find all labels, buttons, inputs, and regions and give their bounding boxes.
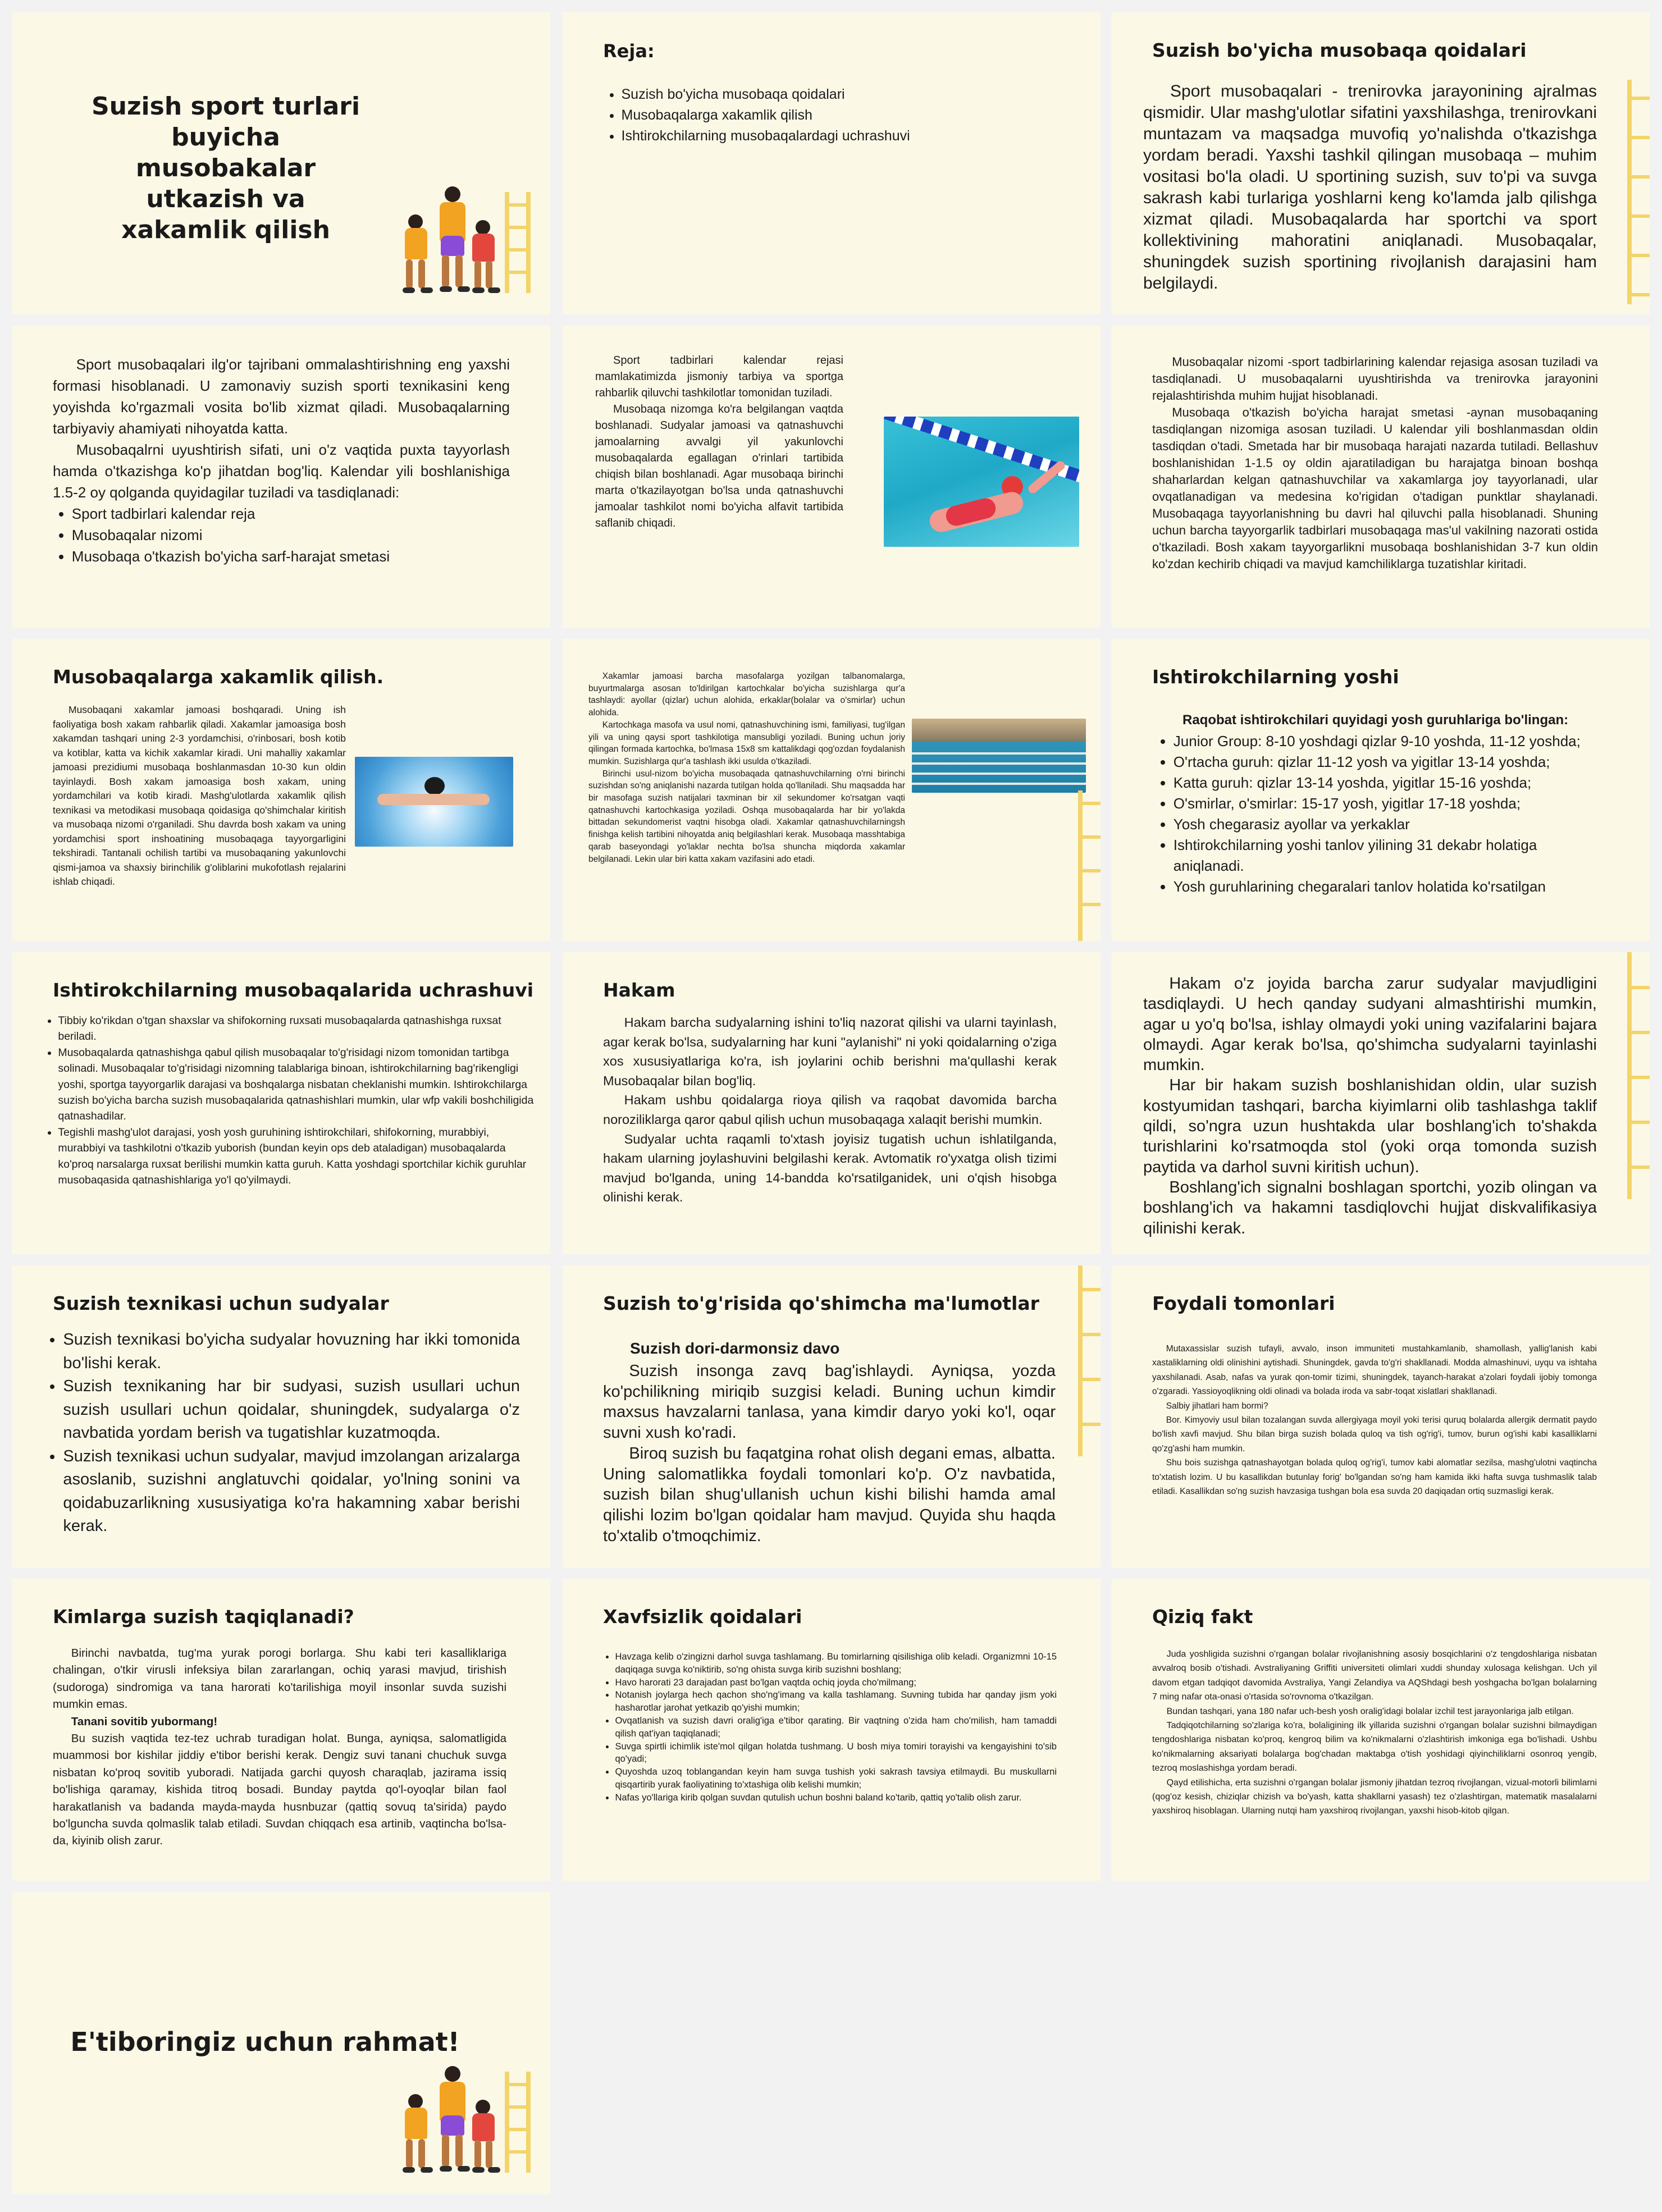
technique-item: • Suzish texnikasi uchun sudyalar, mavjud imzolangan arizalarga asoslanib, suzishni anglatuvchi qoidalar, yo'lning sonini va qoidabuzarlikning xususiyatiga ko'ra hakamning xabar berishi kerak. <box>63 1445 520 1538</box>
ladder-decoration <box>505 192 533 293</box>
meeting-list <box>44 1013 536 1188</box>
age-item: • O'rtacha guruh: qizlar 11-12 yosh va yigitlar 13-14 yoshda; <box>1174 752 1609 773</box>
slide-draw[interactable] <box>563 639 1101 941</box>
meeting-item: • Tibbiy ko'rikdan o'tgan shaxslar va shifokorning ruxsati musobaqalarda qatnashishga ruxsat beriladi. <box>58 1013 536 1045</box>
ladder-decoration <box>1615 952 1650 1199</box>
fact-body <box>1152 1647 1597 1818</box>
meeting-item: • Musobaqalarda qatnashishga qabul qilish musobaqalar to'g'risidagi nizom tomonidan tartibga solinadi. Musobaqalar to'g'risidagi nizomning talablariga binoan, ishtirokchilarning bag'rikengligi yoshi, sportga tayyorgarlik darajasi va boshqalarga nisbatan cheklanishi mumkin. Ishtirokchilarga suzish bo'yicha barcha suzish musobaqalarida qatnashishlari mumkin, ular wfp vakili boshchiligida qatnashadilar. <box>58 1045 536 1125</box>
safety-list <box>603 1651 1057 1804</box>
age-title: Ishtirokchilarning yoshi <box>1152 666 1399 688</box>
contra-title: Kimlarga suzish taqiqlanadi? <box>53 1606 354 1628</box>
fact-title: Qiziq fakt <box>1152 1606 1253 1628</box>
slide-age-groups[interactable] <box>1112 639 1650 941</box>
contra-paragraph: Birinchi navbatda, tug'ma yurak porogi borlarga. Shu kabi teri kasalliklariga chalingan, o'tkir virusli infeksiya bilan zararlangan, ochiq yarasi mavjud, tirishish (sudoroga) sindromiga va tana harorati ko'tarilishiga moyil insonlar suvda suzishi mumkin emas. <box>53 1647 506 1711</box>
athletes-illustration <box>391 170 537 304</box>
document-item: • Musobaqalar nizomi <box>72 524 510 546</box>
slide-plan[interactable] <box>563 12 1101 314</box>
benefits-body <box>1152 1342 1597 1498</box>
duties-paragraph: Boshlang'ich signalni boshlagan sportchi, yozib olingan va boshlang'ich va hakamni tasdiqlovchi hujjat diskvalifikasiya qilinishi kerak. <box>1143 1178 1597 1237</box>
experience-paragraph: Musobaqalrni uyushtirish sifati, uni o'z vaqtida puxta tayyorlash hamda o'tkazishga ko'p jihatdan bog'liq. Kalendar yili boshlanishiga 1.5-2 oy qolganda quyidagilar tuziladi va tasdiqlanadi: <box>53 441 510 501</box>
safety-item: • Havo harorati 23 darajadan past bo'lgan vaqtda ochiq joyda cho'milmang; <box>615 1676 1057 1689</box>
additional-body <box>603 1361 1056 1546</box>
meeting-item: • Tegishli mashg'ulot darajasi, yosh yosh guruhining ishtirokchilari, shifokorning, murabbiyi, murabbiyi va tashkilotni o'tkazib yuborish (bundan keyin ops deb ataladigan) musobaqalarda ko'proq narsalarga ruxsat berilishi mumkin katta guruh. Katta yoshdagi sportchilar kichik guruhlar musobaqasida qatnashishlariga yo'l qo'yilmaydi. <box>58 1125 536 1189</box>
plan-item: • Ishtirokchilarning musobaqalardagi uchrashuvi <box>622 126 1053 147</box>
slide-benefits[interactable] <box>1112 1265 1650 1567</box>
technique-item: • Suzish texnikaning har bir sudyasi, suzish usullari uchun suzish usullari uchun qoidalar, shuningdek, sudyalarga o'z navbatida yordam berish va tugatishlar kuzatmoqda. <box>63 1375 520 1445</box>
referee-body <box>603 1013 1057 1207</box>
duties-body <box>1143 974 1597 1238</box>
slide-experience[interactable] <box>12 326 550 628</box>
referee-paragraph: Hakam barcha sudyalarning ishini to'liq nazorat qilishi va ularni tayinlash, agar kerak bo'lsa, sudyalarning har kuni "aylanishi" ni yoki qoidalarning o'ziga xos xususiyatlariga ko'ra, ish joylarini ochib berishni ma'qullashi kerak Musobaqalar bilan bog'liq. <box>603 1015 1057 1088</box>
ladder-decoration <box>1615 80 1650 304</box>
age-item: • Ishtirokchilarning yoshi tanlov yilining 31 dekabr holatiga aniqlanadi. <box>1174 835 1609 876</box>
calendar-body <box>595 353 843 532</box>
age-item: • Junior Group: 8-10 yoshdagi qizlar 9-10 yoshda, 11-12 yoshda; <box>1174 731 1609 752</box>
experience-body <box>53 354 510 567</box>
contra-subheading: Tanani sovitib yubormang! <box>71 1715 218 1728</box>
additional-paragraph: Biroq suzish bu faqatgina rohat olish degani emas, albatta. Uning salomatlikka foydali tomonlari ko'p. O'z navbatida, suzish bilan shug'ullanish uchun kishi bilishi hamda amal qilishi lozim bo'lgan qoidalar ham mavjud. Quyida shu haqda to'xtalib o'tmoqchimiz. <box>603 1444 1056 1545</box>
technique-list <box>37 1328 520 1538</box>
age-item: • Katta guruh: qizlar 13-14 yoshda, yigitlar 15-16 yoshda; <box>1174 773 1609 793</box>
draw-paragraph: Xakamlar jamoasi barcha masofalarga yozilgan talbanomalarga, buyurtmalarga asosan to'ldirilgan kartochkalar bo'yicha suzishlarga qur'a tashlaydi: ayollar (qizlar) uchun alohida, erkaklar(bolalar va o'smirlar) uchun alohida. <box>588 671 905 718</box>
plan-title: Reja: <box>603 40 655 62</box>
slide-calendar[interactable] <box>563 326 1101 628</box>
experience-paragraph: Sport musobaqalari ilg'or tajribani ommalashtirishning eng yaxshi formasi hisoblanadi. U zamonaviy suzish sporti texnikasini keng yoyishda ko'rgazmali vosita bo'lib xizmat qiladi. Musobaqalarning tarbiyaviy ahamiyati nihoyatda katta. <box>53 356 510 437</box>
calendar-paragraph: Musobaqa nizomga ko'ra belgilangan vaqtda boshlanadi. Sudyalar jamoasi va qatnashuvchi jamoalarning avvalgi yil yakunlovchi musobaqalarda egallagan o'rinlari tartibida chiqish bilan boshlanadi. Agar musobaqa birinchi marta o'tkazilayotgan bo'lsa unda qatnashuvchi jamoalar tashkilot nomi bo'yicha alfavit tartibida saflanib chiqadi. <box>595 403 843 529</box>
backstroke-swimmer-photo <box>884 417 1079 547</box>
additional-paragraph: Suzish insonga zavq bag'ishlaydi. Ayniqsa, yozda ko'pchilikning miriqib suzgisi keladi. Buning uchun kimdir maxsus havzalarni tanlasa, yana kimdir daryo yoki ko'l, oqar suvni xush ko'radi. <box>603 1362 1056 1442</box>
age-item: • Yosh chegarasiz ayollar va yerkaklar <box>1174 814 1609 835</box>
calendar-paragraph: Sport tadbirlari kalendar rejasi mamlakatimizda jismoniy tarbiya va sportga rahbarlik qiluvchi tashkilotlar tomonidan tuziladi. <box>595 354 843 399</box>
indoor-pool-photo <box>912 719 1086 793</box>
plan-list <box>603 84 1052 147</box>
referee-paragraph: Hakam ushbu qoidalarga rioya qilish va raqobat davomida barcha noroziliklarga qaror qabul qilish uchun musobaqaga xalaqit berishi mumkin. <box>603 1093 1057 1127</box>
benefits-paragraph: Mutaxassislar suzish tufayli, avvalo, inson immuniteti mustahkamlanib, shamollash, yallig'lanish kabi xastaliklarning oldi olinishini aytishadi. Shuningdek, gavda to'g'ri shakllanadi. Modda almashinuvi, uyqu va ishtaha yaxshilanadi. Asab, nafas va yurak qon-tomir tizimi, shuningdek, tayanch-harakat a'zolari foydali ijobiy tomonga o'zgaradi. Yassioyoqlikning oldi olinadi va bolada iroda va sabr-toqat xislatlari shakllanadi. <box>1152 1344 1597 1397</box>
age-item: • O'smirlar, o'smirlar: 15-17 yosh, yigitlar 17-18 yoshda; <box>1174 793 1609 814</box>
duties-paragraph: Hakam o'z joyida barcha zarur sudyalar mavjudligini tasdiqlaydi. U hech qanday sudyani almashtirishi mumkin, agar u yo'q bo'lsa, ishlay olmaydi yoki uning vazifalarini bajara olmaydi. Agar kerak bo'lsa, qo'shimcha sudyalarni tayinlashi mumkin. <box>1143 975 1597 1075</box>
technique-item: • Suzish texnikasi bo'yicha sudyalar hovuzning har ikki tomonida bo'lishi kerak. <box>63 1328 520 1375</box>
rules-title: Suzish bo'yicha musobaqa qoidalari <box>1152 39 1527 61</box>
slide-regulations[interactable] <box>1112 326 1650 628</box>
slide-competition-rules[interactable] <box>1112 12 1650 314</box>
document-item: • Musobaqa o'tkazish bo'yicha sarf-harajat smetasi <box>72 546 510 567</box>
slide-title[interactable] <box>12 12 550 314</box>
benefits-paragraph: Bor. Kimyoviy usul bilan tozalangan suvda allergiyaga moyil yoki terisi quruq bolalarda allergik dermatit paydo bo'lish xavfi mavjud. Shu bilan birga suzish bolada quloq va tish og'rig'i, tumov, burun og'ishi kabi kasalliklarni qo'zg'ashi ham mumkin. <box>1152 1415 1597 1454</box>
additional-subtitle: Suzish dori-darmonsiz davo <box>630 1340 840 1357</box>
fact-paragraph: Tadqiqotchilarning so'zlariga ko'ra, bolaligining ilk yillarida suzishni o'rgangan bolalar suzishni bilmaydigan tengdoshlariga nisbatan ko'proq, kengroq bilim va ko'nikmalarni o'zlashtirish imkoniga ega bo'lishadi. Ushbu ko'nikmalarning aksariyati bolalarga bog'chadan maktabga o'tish yoshidagi qiyinchiliklarni osonroq yengib, tezroq moslashishga yordam beradi. <box>1152 1721 1597 1774</box>
safety-item: • Nafas yo'llariga kirib qolgan suvdan qutulish uchun boshni baland ko'tarib, qattiq yo'talib olish zarur. <box>615 1791 1057 1804</box>
additional-title: Suzish to'g'risida qo'shimcha ma'lumotlar <box>603 1292 1039 1314</box>
plan-item: • Musobaqalarga xakamlik qilish <box>622 105 1053 126</box>
technique-title: Suzish texnikasi uchun sudyalar <box>53 1292 389 1314</box>
slide-thank-you[interactable] <box>12 1892 550 2194</box>
contra-body <box>53 1645 506 1850</box>
draw-paragraph: Birinchi usul-nizom bo'yicha musobaqada qatnashuvchilarning o'rni birinchi suzishdan so'ng aniqlanishi nazarda tutilgan holda qo'llaniladi. Shu maqsadda har bir masofaga suzish natijalari taxminan bir xil sekundomer ko'rsatgan vaqti qatnashuvchi kartochkasiga yoziladi. Oshqa musobaqalarda har bir yo'lakda bittadan sekundomerist vaqtni hisobga oladi. Xakamlar qatnashuvchilarningsh finishga kelish tartibini nihoyatda aniq belgilashlari kerak. Musobaqa masshtabiga qarab baseyondagi yo'laklar nechta bo'lsa shuncha miqdorda xakamlar belgilanadi. Lekin ular biri katta xakam vazifasini ado etadi. <box>588 769 905 864</box>
thank-you-title: E'tiboringiz uchun rahmat! <box>70 2027 460 2057</box>
age-list <box>1154 731 1609 897</box>
document-item: • Sport tadbirlari kalendar reja <box>72 503 510 524</box>
safety-item: • Suvga spirtli ichimlik iste'mol qilgan holatda tushmang. U bosh miya tomiri torayishi va kengayishini to'sib qo'yadi; <box>615 1740 1057 1766</box>
safety-item: • Quyoshda uzoq toblangandan keyin ham suvga tushish yoki sakrash tavsiya etilmaydi. Bu muskullarni qisqartirib yurak faoliyatining to'xtashiga olib kelishi mumkin; <box>615 1766 1057 1791</box>
benefits-paragraph: Shu bois suzishga qatnashayotgan bolada quloq og'rig'i, tumov kabi alomatlar sezilsa, mashg'ulotni vaqtincha to'xtatish lozim. U bu kasallikdan butunlay forig' bo'lgandan so'ng ham kamida ikki hafta suvga tushmaslik talab etiladi. Kasallikdan so'ng suzish havzasiga tushgan bola esa suvda 20 daqiqadan ortiq suzmasligi kerak. <box>1152 1458 1597 1497</box>
draw-body <box>588 670 905 865</box>
ladder-decoration <box>505 2072 533 2173</box>
meeting-title: Ishtirokchilarning musobaqalarida uchrashuvi <box>53 979 534 1001</box>
presentation-title: Suzish sport turlari buyicha musobakalar utkazish va xakamlik qilish <box>91 92 360 244</box>
refereeing-paragraph: Musobaqani xakamlar jamoasi boshqaradi. Uning ish faoliyatiga bosh xakam rahbarlik qiladi. Xakamlar jamoasiga bosh xakamdan tashqari uning 2-3 yordamchisi, o'rinbosari, bosh kotib va kotiblar, katta va kichik xakamlar kiradi. Uni mahalliy xakamlar jamoasi prezidiumi musobaqa boshlanmasdan 10-30 kun oldin tayinlaydi. Bosh xakam jamoasiga bosh xakam, uning yordamchilari va kotib kiradi. Mashg'ulotlarda xakamlik qilish texnikasi va metodikasi musobaqa qoidasiga qo'shimchalar kiritish va musobaqa nizomi o'rganiladi. Shu davrda bosh xakam va uning yordamchisi sport inshoatining musobaqaga tayyorgarligini tekshiradi. Tantanali ochilish tartibi va musobaqaning yakunlovchi qismi-jamoa va shaxsiy birinchilik g'oliblarini mukofotlash rejalarini ishlab chiqadi. <box>53 704 346 887</box>
slide-referee[interactable] <box>563 952 1101 1254</box>
age-item: • Yosh guruhlarining chegaralari tanlov holatida ko'rsatilgan <box>1174 876 1609 897</box>
athletes-illustration <box>391 2049 537 2184</box>
rules-paragraph: Sport musobaqalari - trenirovka jarayonining ajralmas qismidir. Ular mashg'ulotlar sifatini yaxshilashga, trenirovkani muntazam va maqsadga muvofiq yo'nalishda o'tkazishga yordam beradi. Yaxshi tashkil qilingan musobaqa – muhim vositasi bo'la oladi. U sportining suzish, suv to'pi va suvga sakrash kabi turlariga yoshlarni keng ko'lamda jalb qilishga xizmat qiladi. Musobaqalarda har sportchi va sport kollektivining mahoratini aniqlanadi. Musobaqalar, shuningdek suzish sportining rivojlanish darajasini ham belgilaydi. <box>1143 82 1597 293</box>
safety-item: • Ovqatlanish va suzish davri oralig'iga e'tibor qarating. Bir vaqtning o'zida ham cho'milish, ham tamaddi qilish qat'iyan taqiqlanadi; <box>615 1715 1057 1740</box>
fact-paragraph: Bundan tashqari, yana 180 nafar uch-besh yosh oralig'idagi bolalar izchil test jarayonlariga jalb etilgan. <box>1166 1706 1574 1716</box>
slide-participants-meeting[interactable] <box>12 952 550 1254</box>
slide-safety[interactable] <box>563 1579 1101 1881</box>
fact-paragraph: Qayd etilishicha, erta suzishni o'rgangan bolalar jismoniy jihatdan tezroq rivojlangan, vizual-motorli bilimlarni (qog'oz kesish, chiziqlar chizish va bo'yash, katta shakllarni yasash) tez o'zlashtirgan, matematik masalalarni yaxshiroq hisoblagan. Ularning nutqi ham yaxshiroq rivojlangan, yaxshi hisob-kitob qilgan. <box>1152 1777 1597 1816</box>
safety-item: • Notanish joylarga hech qachon sho'ng'imang va kalla tashlamang. Suvning tubida har qanday jism yoki hasharotlar jarohat yetkazib qo'yishi mumkin; <box>615 1689 1057 1715</box>
slide-referee-duties[interactable] <box>1112 952 1650 1254</box>
safety-title: Xavfsizlik qoidalari <box>603 1606 802 1628</box>
safety-item: • Havzaga kelib o'zingizni darhol suvga tashlamang. Bu tomirlarning qisilishiga olib keladi. Organizmni 10-15 daqiqaga suvga ko'niktirib, so'ng ohista suvga kirib suzishni boshlang; <box>615 1651 1057 1676</box>
plan-item: • Suzish bo'yicha musobaqa qoidalari <box>622 84 1053 105</box>
regulations-body <box>1152 354 1598 573</box>
regulations-paragraph: Musobaqa o'tkazish bo'yicha harajat smetasi -aynan musobaqaning tasdiqlangan nizomiga asosan tuziladi. U kalendar yili boshlanmasdan oldin tasdiqdan o'tadi. Smetada har bir musobaqa harajati nazarda tutiladi. Bellashuv boshlanishidan 1-1.5 oy oldin ajaratiladigan bu harajatga binoan boshqa shaharlardan kelgan qatnashuvchilar va xakamlarga joy tayyorlanadi, ular ovqatlanadigan va medesina ko'rigidan o'tadigan punktlar shaylanadi. Musobaqaga tayyorlanishning bu davri hal qiluvchi palla hisoblanadi. Shuning uchun barcha tayyorgarlik tadbirlari musobaqaga mas'ul vakilning nazorati ostida o'tkaziladi. Bosh xakam tayyorgarlikni musobaqa boshlanishidan 3-7 kun oldin ko'zdan kechirib chiqadi va mavjud kamchiliklarga tuzatishlar kiritadi. <box>1152 405 1598 571</box>
ladder-decoration <box>1066 1265 1101 1456</box>
fact-paragraph: Juda yoshligida suzishni o'rgangan bolalar rivojlanishning asosiy bosqichlarini o'z tengdoshlariga nisbatan avvalroq bosib o'tishadi. Avstraliyaning Griffiti universiteti olimlari xuddi shunday xulosaga kelishgan. Uch yil davom etgan tadqiqot davomida Avstraliya, Yangi Zelandiya va AQShdagi besh yoshgacha bo'lgan bolalarning 7 ming nafar ota-onasi o'rtasida so'rovnoma o'tkazilgan. <box>1152 1649 1597 1702</box>
contra-paragraph: Bu suzish vaqtida tez-tez uchrab turadigan holat. Bunga, ayniqsa, salomatligida muammosi bor kishilar jiddiy e'tibor berishi kerak. Dengiz suvi tanani chuchuk suvga nisbatan ko'proq sovitib yuboradi. Natijada garchi quyosh charaqlab, jazirama issiq bo'lishiga qaramay, kishida titroq bosadi. Bunday paytda qo'l-oyoqlar bilan faol harakatlanish va badanda mayda-mayda husnbuzar (qattiq sovuq ta'sirida) paydo bo'lguncha suvda qolmaslik talab etiladi. Suvdan chiqqach esa artinib, vaqtincha bo'lsa-da, kiyinib olish zarur. <box>53 1732 506 1848</box>
duties-paragraph: Har bir hakam suzish boshlanishidan oldin, ular suzish kostyumidan tashqari, barcha kiyimlarni olib tashlashga taklif qildi, so'ngra uzun hushtakda ular boshlang'ich to'shakda turishlarini ko'rsatmoqda stol (yoki orqa tomonda suzish paytida va darhol suvni kiritish uchun). <box>1143 1076 1597 1176</box>
slide-refereeing[interactable] <box>12 639 550 941</box>
butterfly-swimmer-photo <box>355 757 513 847</box>
slide-additional-info[interactable] <box>563 1265 1101 1567</box>
slide-technique-judges[interactable] <box>12 1265 550 1567</box>
ladder-decoration <box>1066 790 1101 941</box>
draw-paragraph: Kartochkaga masofa va usul nomi, qatnashuvchining ismi, familiyasi, tug'ilgan yili va uning qaysi sport tashkilotiga mansubligi yoziladi. Buning uchun joriy qilingan formada kartochka, bo'lmasa 15x8 sm kattalikdagi qog'ozdan foydalanish mumkin. Suzishlarga qur'a tashlash ikki usulda o'tkaziladi. <box>588 720 905 766</box>
benefits-paragraph: Salbiy jihatlari ham bormi? <box>1166 1401 1268 1411</box>
regulations-paragraph: Musobaqalar nizomi -sport tadbirlarining kalendar rejasiga asosan tuziladi va tasdiqlanadi. U musobaqalarni uyushtirishda va trenirovka jarayonini rejalashtirishda muhim hujjat hisoblanadi. <box>1152 355 1598 403</box>
rules-body <box>1143 81 1597 294</box>
slide-contraindications[interactable] <box>12 1579 550 1881</box>
referee-paragraph: Sudyalar uchta raqamli to'xtash joyisiz tugatish uchun ishlatilganda, hakam ularning joylashuvini belgilashi kerak. Avtomatik ro'yxatga olish tizimi mavjud bo'lganda, uning 14-bandda ko'rsatilganidek, uni o'qish hisobga olinishi kerak. <box>603 1131 1057 1205</box>
benefits-title: Foydali tomonlari <box>1152 1292 1335 1314</box>
age-subtitle: Raqobat ishtirokchilari quyidagi yosh guruhlariga bo'lingan: <box>1182 712 1569 728</box>
slide-fun-fact[interactable] <box>1112 1579 1650 1881</box>
refereeing-title: Musobaqalarga xakamlik qilish. <box>53 666 384 688</box>
refereeing-body <box>53 703 346 889</box>
referee-title: Hakam <box>603 979 675 1001</box>
